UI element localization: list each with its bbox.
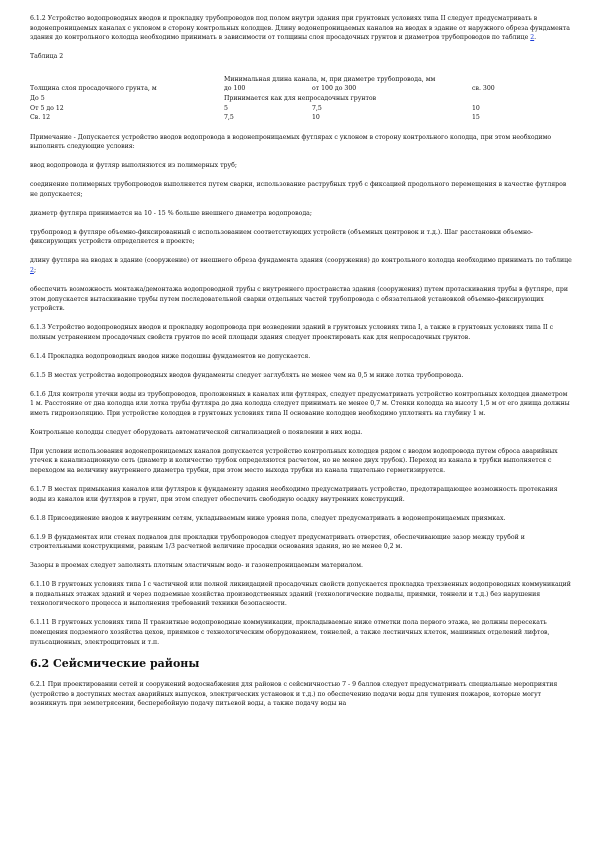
table-caption: Таблица 2 [30,53,64,61]
paragraph-gaps: Зазоры в проемах следует заполнять плотным эластичным водо- и газонепроницаемым материалом. [30,562,364,570]
table-row [30,113,570,123]
paragraph-6-2-1: 6.2.1 При проектировании сетей и сооружений водоснабжения для районов с сейсмичностью 7 - 9 баллов следует предусматривать специальные мероприятия (устройство в доступных местах аварийных выпусков, электрических установок и т.д.) по обеспечению подачи воды для тушения пожаров, которые могут возникнуть при землетрясении, бесперебойную подачу питьевой воды, а также подачу воды на [30,681,558,708]
paragraph-6-1-7: 6.1.7 В местах примыкания каналов или футляров к фундаменту здания необходимо предусматривать устройство, предотвращающее возможность протекания воды из каналов или футляров в грунт, при этом следует обеспечить свободную осадку внутренних конструкций. [30,486,558,503]
note-condition: соединение полимерных трубопроводов выполняется путем сварки, использование раструбных труб с фиксацией продольного перемещения в качестве футляров не допускается; [30,181,567,198]
table-row [30,104,570,114]
table-cell: 10 [312,114,320,122]
paragraph-text: 6.1.2 Устройство водопроводных вводов и прокладку трубопроводов под полом внутри здания при грунтовых условиях типа II следует предусматривать в водонепроницаемых каналах с уклоном в сторону контрольных колодцев. Длину водонепроницаемых каналов на вводах в здание от наружного обреза фундамента здания до контрольного колодца необходимо принимать в зависимости от толщины слоя просадочных грунтов и диаметров трубопроводов по таблице [30,15,570,42]
table-cell-span: Принимается как для непросадочных грунтов [224,94,377,102]
paragraph-alarm: Контрольные колодцы следует оборудовать автоматической сигнализацией о появлении в них воды. [30,428,363,436]
paragraph-6-1-3: 6.1.3 Устройство водопроводных вводов и прокладку водопровода при возведении зданий в грунтовых условиях типа I, а также в грунтовых условиях типа II с полным устранением просадочных свойств грунтов по всей площади здания следует проектировать как для непросадочных грунтов. [30,324,554,341]
paragraph-6-1-11: 6.1.11 В грунтовых условиях типа II транзитные водопроводные коммуникации, прокладываемые ниже отметки пола первого этажа, не должны пересекать помещения подземного хозяйства цехов, приямков с технологическим оборудованием, тоннелей, а также лестничных клеток, машинных отделений лифтов, пульсационных, электрощитовых и т.п. [30,619,550,646]
table-row [30,94,570,104]
table-header-diameter: до 100 [224,85,246,93]
table-header-diameter: от 100 до 300 [312,85,357,93]
paragraph-6-1-4: 6.1.4 Прокладка водопроводных вводов ниже подошвы фундаментов не допускается. [30,352,311,360]
table-cell: 7,5 [312,104,322,112]
table-cell: 5 [224,104,228,112]
paragraph-6-1-5: 6.1.5 В местах устройства водопроводных вводов фундаменты следует заглублять не менее чем на 0,5 м ниже лотка трубопровода. [30,371,464,379]
paragraph-6-1-2 [30,14,573,43]
table-2-link[interactable]: 2 [530,34,535,42]
table-cell: Св. 12 [30,114,51,122]
paragraph-6-1-9: 6.1.9 В фундаментах или стенах подвалов для прокладки трубопроводов следует предусматривать отверстия, обеспечивающие зазор между трубой и строительными конструкциями, равным 1/3 расчетной величине просадки основания здания, но не менее 0,2 м. [30,533,525,551]
note-condition: обеспечить возможность монтажа/демонтажа водопроводной трубы с внутреннего пространства здания (сооружения) путем протаскивания трубы в футляре, при этом допускается вытаскивание трубы путем последовательной сварки отдельных частей трубопровода с обязательной установкой объемно-фиксирующих устройств. [30,286,568,313]
table-2-link[interactable]: 2 [30,267,34,275]
note-condition-length [30,256,573,275]
paragraph-channels: При условии использования водонепроницаемых каналов допускается устройство контрольных колодцев рядом с вводом водопровода путем сброса аварийных утечек в канализационную сеть (диаметр и количество трубок определяются расчетом, но не менее двух трубок). Переход из канала в трубки выполняется с переходом на величину внутреннего диаметра трубки, при этом место выхода трубки из канала тщательно герметизируется. [30,447,558,475]
note-paragraph: Примечание - Допускается устройство вводов водопровода в водонепроницаемых футлярах с уклоном в сторону контрольного колодца, при этом необходимо выполнять следующие условия: [30,133,552,151]
note-condition: ввод водопровода и футляр выполняются из полимерных труб; [30,162,237,170]
table-cell: От 5 до 12 [30,104,64,112]
paragraph-text-end: . [534,34,537,42]
table-cell: 10 [472,104,480,112]
paragraph-text: длину футляра на вводах в здание (сооружение) от внешнего обреза фундамента здания (сооружения) до контрольного колодца необходимо принимать по таблице [30,257,572,265]
paragraph-text-end: ; [33,267,37,275]
note-condition: трубопровод в футляре объемно-фиксированный с использованием соответствующих устройств (объемных центровок и т.д.). Шаг расстановки объемно-фиксирующих устройств определяется в проекте; [30,228,533,246]
paragraph-6-1-6: 6.1.6 Для контроля утечки воды из трубопроводов, проложенных в каналах или футлярах, следует предусматривать устройство контрольных колодцев диаметром 1 м. Расстояние от дна колодца или лотка трубы футляра до дна колодца следует принимать не менее 0,7 м. Стенки колодца на высоту 1,5 м от его днища должны иметь гидроизоляцию. При устройстве колодцев в грунтовых условиях типа II основание колодцев необходимо уплотнять на глубину 1 м. [30,390,570,417]
table-header-diameter: св. 300 [472,85,495,93]
table-header-thickness: Толщина слоя просадочного грунта, м [30,85,157,93]
section-heading: 6.2 Сейсмические районы [30,657,200,671]
table-header-row-1 [30,75,570,85]
paragraph-6-1-10: 6.1.10 В грунтовых условиях типа I с частичной или полной ликвидацией просадочных свойств допускается прокладка трехзвенных водопроводных коммуникаций в подвальных этажах зданий и через подземные хозяйства производственных зданий (технологические подвалы, приямки, тоннели и т.д.) без нарушения технологического процесса и выполнения требований техники безопасности. [30,581,571,608]
table-2 [30,75,570,123]
table-header-min-length: Минимальная длина канала, м, при диаметре трубопровода, мм [224,75,436,83]
table-cell: До 5 [30,94,45,102]
table-cell: 7,5 [224,114,234,122]
note-condition: диаметр футляра принимается на 10 - 15 % больше внешнего диаметра водопровода; [30,209,312,217]
paragraph-6-1-8: 6.1.8 Присоединение вводов к внутренним сетям, укладываемым ниже уровня пола, следует предусматривать в водонепроницаемых приямках. [30,514,506,522]
table-cell: 15 [472,114,480,122]
